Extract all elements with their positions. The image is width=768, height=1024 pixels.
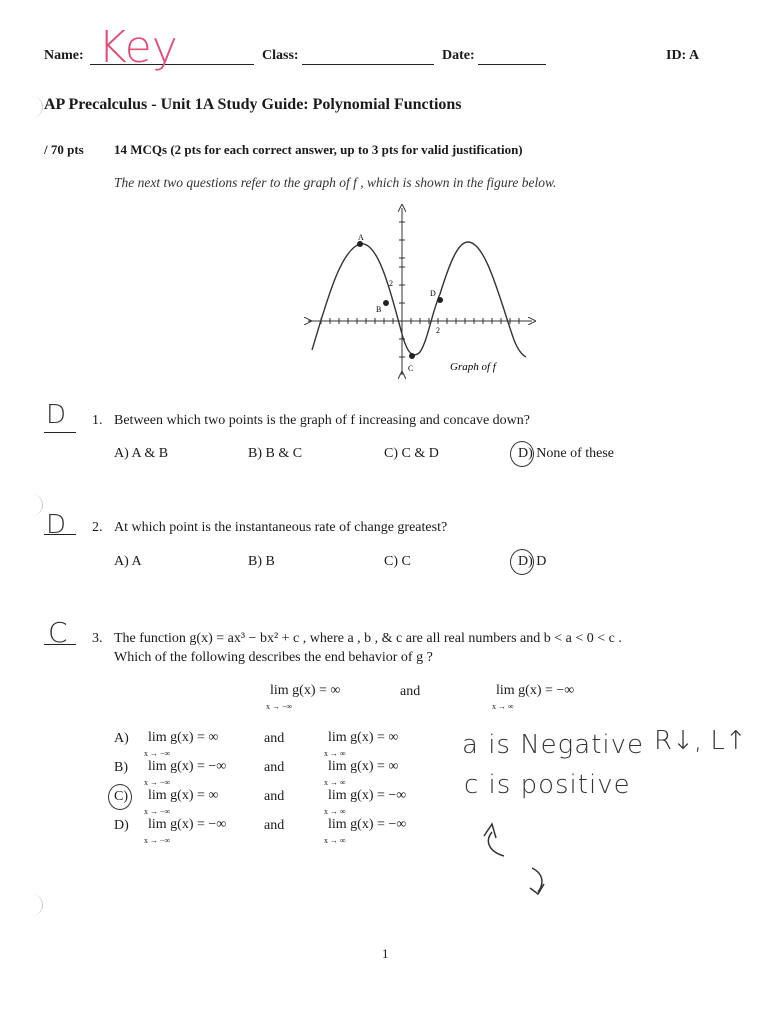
q3-option-a-left-expr: lim g(x) = ∞ — [148, 730, 219, 745]
point-b — [383, 300, 389, 306]
x-tick-label: 2 — [436, 326, 440, 335]
class-label: Class: — [262, 48, 299, 63]
q3-option-b-right-sub: x → ∞ — [324, 778, 346, 787]
q3-option-c-right — [324, 788, 407, 819]
q3-option-d-right — [324, 817, 407, 848]
note-a-negative: a is Negative — [462, 730, 645, 760]
q2-number: 2. — [92, 520, 103, 535]
q2-option-d[interactable]: D) D — [518, 554, 547, 569]
q3-given-left-limit — [266, 683, 341, 714]
q3-option-c-and: and — [264, 789, 285, 804]
class-line[interactable] — [302, 48, 434, 65]
curve-f — [312, 242, 526, 357]
q3-option-d-and: and — [264, 818, 285, 833]
points-total: / 70 pts — [44, 142, 84, 157]
punch-hole-top — [20, 96, 43, 118]
q3-option-d-right-sub: x → ∞ — [324, 836, 346, 845]
q2-answer: D — [46, 510, 67, 540]
q1-option-d[interactable]: D) None of these — [518, 446, 615, 461]
id-label: ID: A — [666, 48, 700, 63]
label-a: A — [358, 233, 364, 242]
q3-text-line2: Which of the following describes the end behavior of g ? — [114, 650, 433, 665]
q3-given-right-limit — [492, 683, 575, 714]
q3-given-right-sub: x → ∞ — [492, 702, 514, 711]
q3-option-b-and: and — [264, 760, 285, 775]
q3-option-c-right-expr: lim g(x) = −∞ — [328, 788, 407, 803]
note-c-positive: c is positive — [464, 770, 631, 800]
q3-option-d-left — [144, 817, 227, 848]
q3-option-b-right — [324, 759, 399, 790]
graph-caption: Graph of f — [450, 361, 496, 373]
name-handwritten-key: Key — [98, 22, 178, 73]
q2-answer-line[interactable] — [44, 522, 76, 535]
q3-option-a-left-sub: x → −∞ — [144, 749, 171, 758]
q2-option-a[interactable]: A) A — [114, 554, 142, 569]
q3-circled-answer — [108, 784, 132, 810]
q3-text-line1: The function g(x) = ax³ − bx² + c , where a , b , & c are all real numbers and b < a < 0 < c . — [114, 631, 622, 646]
q2-circled-answer — [510, 549, 534, 575]
q3-option-c-left-expr: lim g(x) = ∞ — [148, 788, 219, 803]
q3-answer: C — [48, 616, 68, 649]
page-number: 1 — [382, 946, 389, 961]
name-label: Name: — [44, 48, 84, 63]
q3-option-b-right-expr: lim g(x) = ∞ — [328, 759, 399, 774]
q3-answer-line[interactable] — [44, 632, 76, 645]
q3-given-and: and — [400, 684, 421, 699]
q3-option-a-and: and — [264, 731, 285, 746]
q3-option-c-letter[interactable]: C) — [114, 789, 128, 804]
q1-answer-line[interactable] — [44, 420, 76, 433]
label-d: D — [430, 289, 436, 298]
handwritten-arrows — [474, 818, 564, 898]
date-label: Date: — [442, 48, 475, 63]
q3-option-b-letter[interactable]: B) — [114, 760, 128, 775]
q3-option-c-left-sub: x → −∞ — [144, 807, 171, 816]
q3-given-right-expr: lim g(x) = −∞ — [496, 683, 575, 698]
q3-option-d-right-expr: lim g(x) = −∞ — [328, 817, 407, 832]
q3-option-b-left — [144, 759, 227, 790]
punch-hole-bottom — [20, 894, 43, 916]
q3-option-d-letter[interactable]: D) — [114, 818, 129, 833]
q3-option-a-left — [144, 730, 219, 761]
q3-given-left-sub: x → −∞ — [266, 702, 293, 711]
q2-option-b[interactable]: B) B — [248, 554, 275, 569]
note-end-behavior: R↓, L↑ — [654, 726, 747, 756]
y-tick-label: 2 — [389, 279, 393, 288]
q3-option-a-right-expr: lim g(x) = ∞ — [328, 730, 399, 745]
q1-option-b[interactable]: B) B & C — [248, 446, 303, 461]
q1-circled-answer — [510, 441, 534, 467]
q3-number: 3. — [92, 631, 103, 646]
q1-answer: D — [46, 400, 67, 430]
q1-text: Between which two points is the graph of f increasing and concave down? — [114, 413, 530, 428]
q3-given-left-expr: lim g(x) = ∞ — [270, 683, 341, 698]
punch-hole-middle — [20, 494, 43, 516]
q3-option-a-right — [324, 730, 399, 761]
q3-option-b-left-expr: lim g(x) = −∞ — [148, 759, 227, 774]
q1-option-a[interactable]: A) A & B — [114, 446, 169, 461]
date-line[interactable] — [478, 48, 546, 65]
q3-option-c-right-sub: x → ∞ — [324, 807, 346, 816]
q2-option-c[interactable]: C) C — [384, 554, 411, 569]
q3-option-c-left — [144, 788, 219, 819]
graph-of-f — [300, 200, 540, 385]
graph-intro: The next two questions refer to the graph of f , which is shown in the figure below. — [114, 175, 557, 190]
q1-number: 1. — [92, 413, 103, 428]
label-c: C — [408, 364, 414, 373]
instructions: 14 MCQs (2 pts for each correct answer, up to 3 pts for valid justification) — [114, 142, 523, 157]
q3-option-a-letter[interactable]: A) — [114, 731, 129, 746]
point-c — [409, 353, 415, 359]
q3-option-b-left-sub: x → −∞ — [144, 778, 171, 787]
page-title: AP Precalculus - Unit 1A Study Guide: Polynomial Functions — [44, 96, 462, 113]
label-b: B — [376, 305, 382, 314]
q3-option-d-left-sub: x → −∞ — [144, 836, 171, 845]
q1-option-c[interactable]: C) C & D — [384, 446, 439, 461]
q2-text: At which point is the instantaneous rate of change greatest? — [114, 520, 448, 535]
point-d — [437, 297, 443, 303]
q3-option-a-right-sub: x → ∞ — [324, 749, 346, 758]
q3-option-d-left-expr: lim g(x) = −∞ — [148, 817, 227, 832]
